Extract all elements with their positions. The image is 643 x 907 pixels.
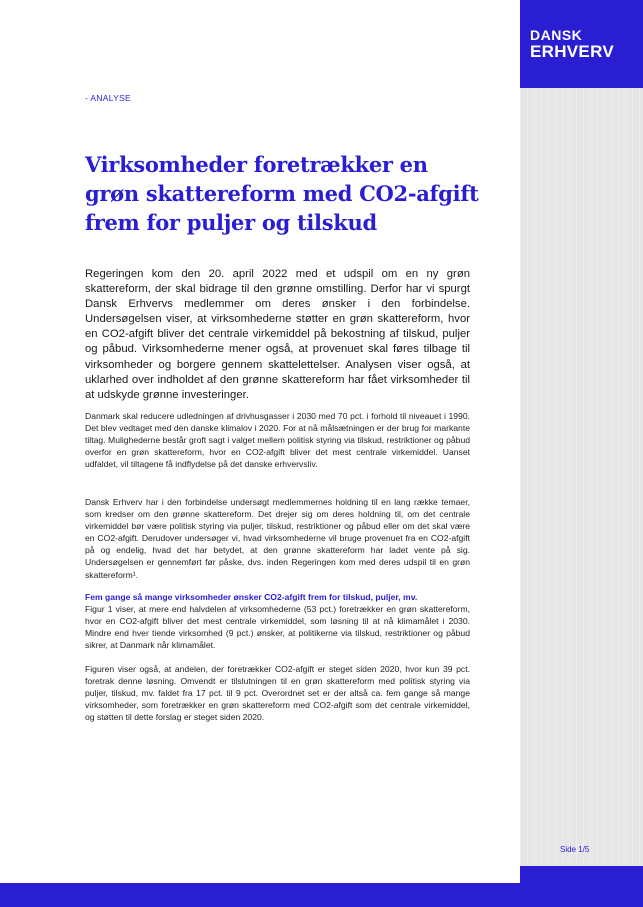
body-paragraph-2: Dansk Erhverv har i den forbindelse undersøgt medlemmernes holdning til en lang række temaer, som kredser om den grønne skattereform. Det drejer sig om deres holdning til, om det centrale virkemiddel bør være politisk styring via puljer, tilskud, restriktioner og påbud eller om det skal være en CO2-afgift. Derudover undersøger vi, hvad virksomhederne vil bruge provenuet fra en CO2-afgift på og endelig, hvad det har betydet, at den grønne skattereform har ladet vente på sig. Undersøgelsen er gennemført før påske, dvs. inden Regeringen kom med deres udspil til en grøn skattereform¹. (85, 497, 470, 580)
footer-bar-corner (520, 866, 643, 907)
lead-paragraph: Regeringen kom den 20. april 2022 med et udspil om en ny grøn skattereform, der skal bidrage til den grønne omstilling. Derfor har vi spurgt Dansk Erhvervs medlemmer om deres ønsker i den forbindelse. Undersøgelsen viser, at virksomhederne støtter en grøn skattereform, hvor en CO2-afgift bliver det centrale virkemiddel på bekostning af tilskud, puljer og påbud. Virksomhederne mener også, at provenuet skal føres tilbage til virksomheder og borgere gennem skattelettelser. Analysen viser også, at uklarhed over indholdet af den grønne skattereform har fået virksomheder til at udskyde grønne investeringer. (85, 268, 470, 401)
logo-line-2: ERHVERV (530, 42, 614, 61)
body-paragraph-1: Danmark skal reducere udledningen af drivhusgasser i 2030 med 70 pct. i forhold til niveauet i 1990. Det blev vedtaget med den danske klimalov i 2020. For at nå målsætningen er der brug for markante tiltag. Mulighederne består groft sagt i valget mellem politisk styring via tilskud, restriktioner og påbud overfor en grøn skattereform, hvor en CO2-afgift bliver det mest centrale virkemiddel. Uanset udfaldet, vil tiltagene få indflydelse på det danske erhvervsliv. (85, 411, 470, 470)
section-subheading: Fem gange så mange virksomheder ønsker CO2-afgift frem for tilskud, puljer, mv. (85, 592, 418, 602)
page-title: Virksomheder foretrækker en grøn skattereform med CO2-afgift frem for puljer og tilskud (85, 152, 479, 235)
section-kicker: - ANALYSE (85, 93, 132, 103)
body-paragraph-4: Figuren viser også, at andelen, der foretrækker CO2-afgift er steget siden 2020, hvor kun 39 pct. foretrak denne løsning. Omvendt er tilslutningen til en grøn skattereform med politisk styring via puljer, tilskud, mv. faldet fra 17 pct. til 9 pct. Overordnet set er der altså ca. fem gange så mange virksomheder, som foretrækker en grøn skattereform med CO2-afgift som det centrale virkemiddel, og støtten til dette forslag er steget siden 2020. (85, 664, 470, 723)
logo-line-1: DANSK (530, 27, 583, 43)
page-number: Side 1/5 (560, 845, 590, 854)
dansk-erhverv-logo (530, 28, 614, 60)
side-strip (520, 0, 643, 907)
body-paragraph-3: Figur 1 viser, at mere end halvdelen af virksomhederne (53 pct.) foretrækker en grøn skattereform, hvor en CO2-afgift bliver det mest centrale virkemiddel, som løsning til at nå klimamålet i 2030. Mindre end hver tiende virksomhed (9 pct.) ønsker, at politikerne via tilskud, restriktioner og påbud sikrer, at Danmark når klimamålet. (85, 604, 470, 651)
